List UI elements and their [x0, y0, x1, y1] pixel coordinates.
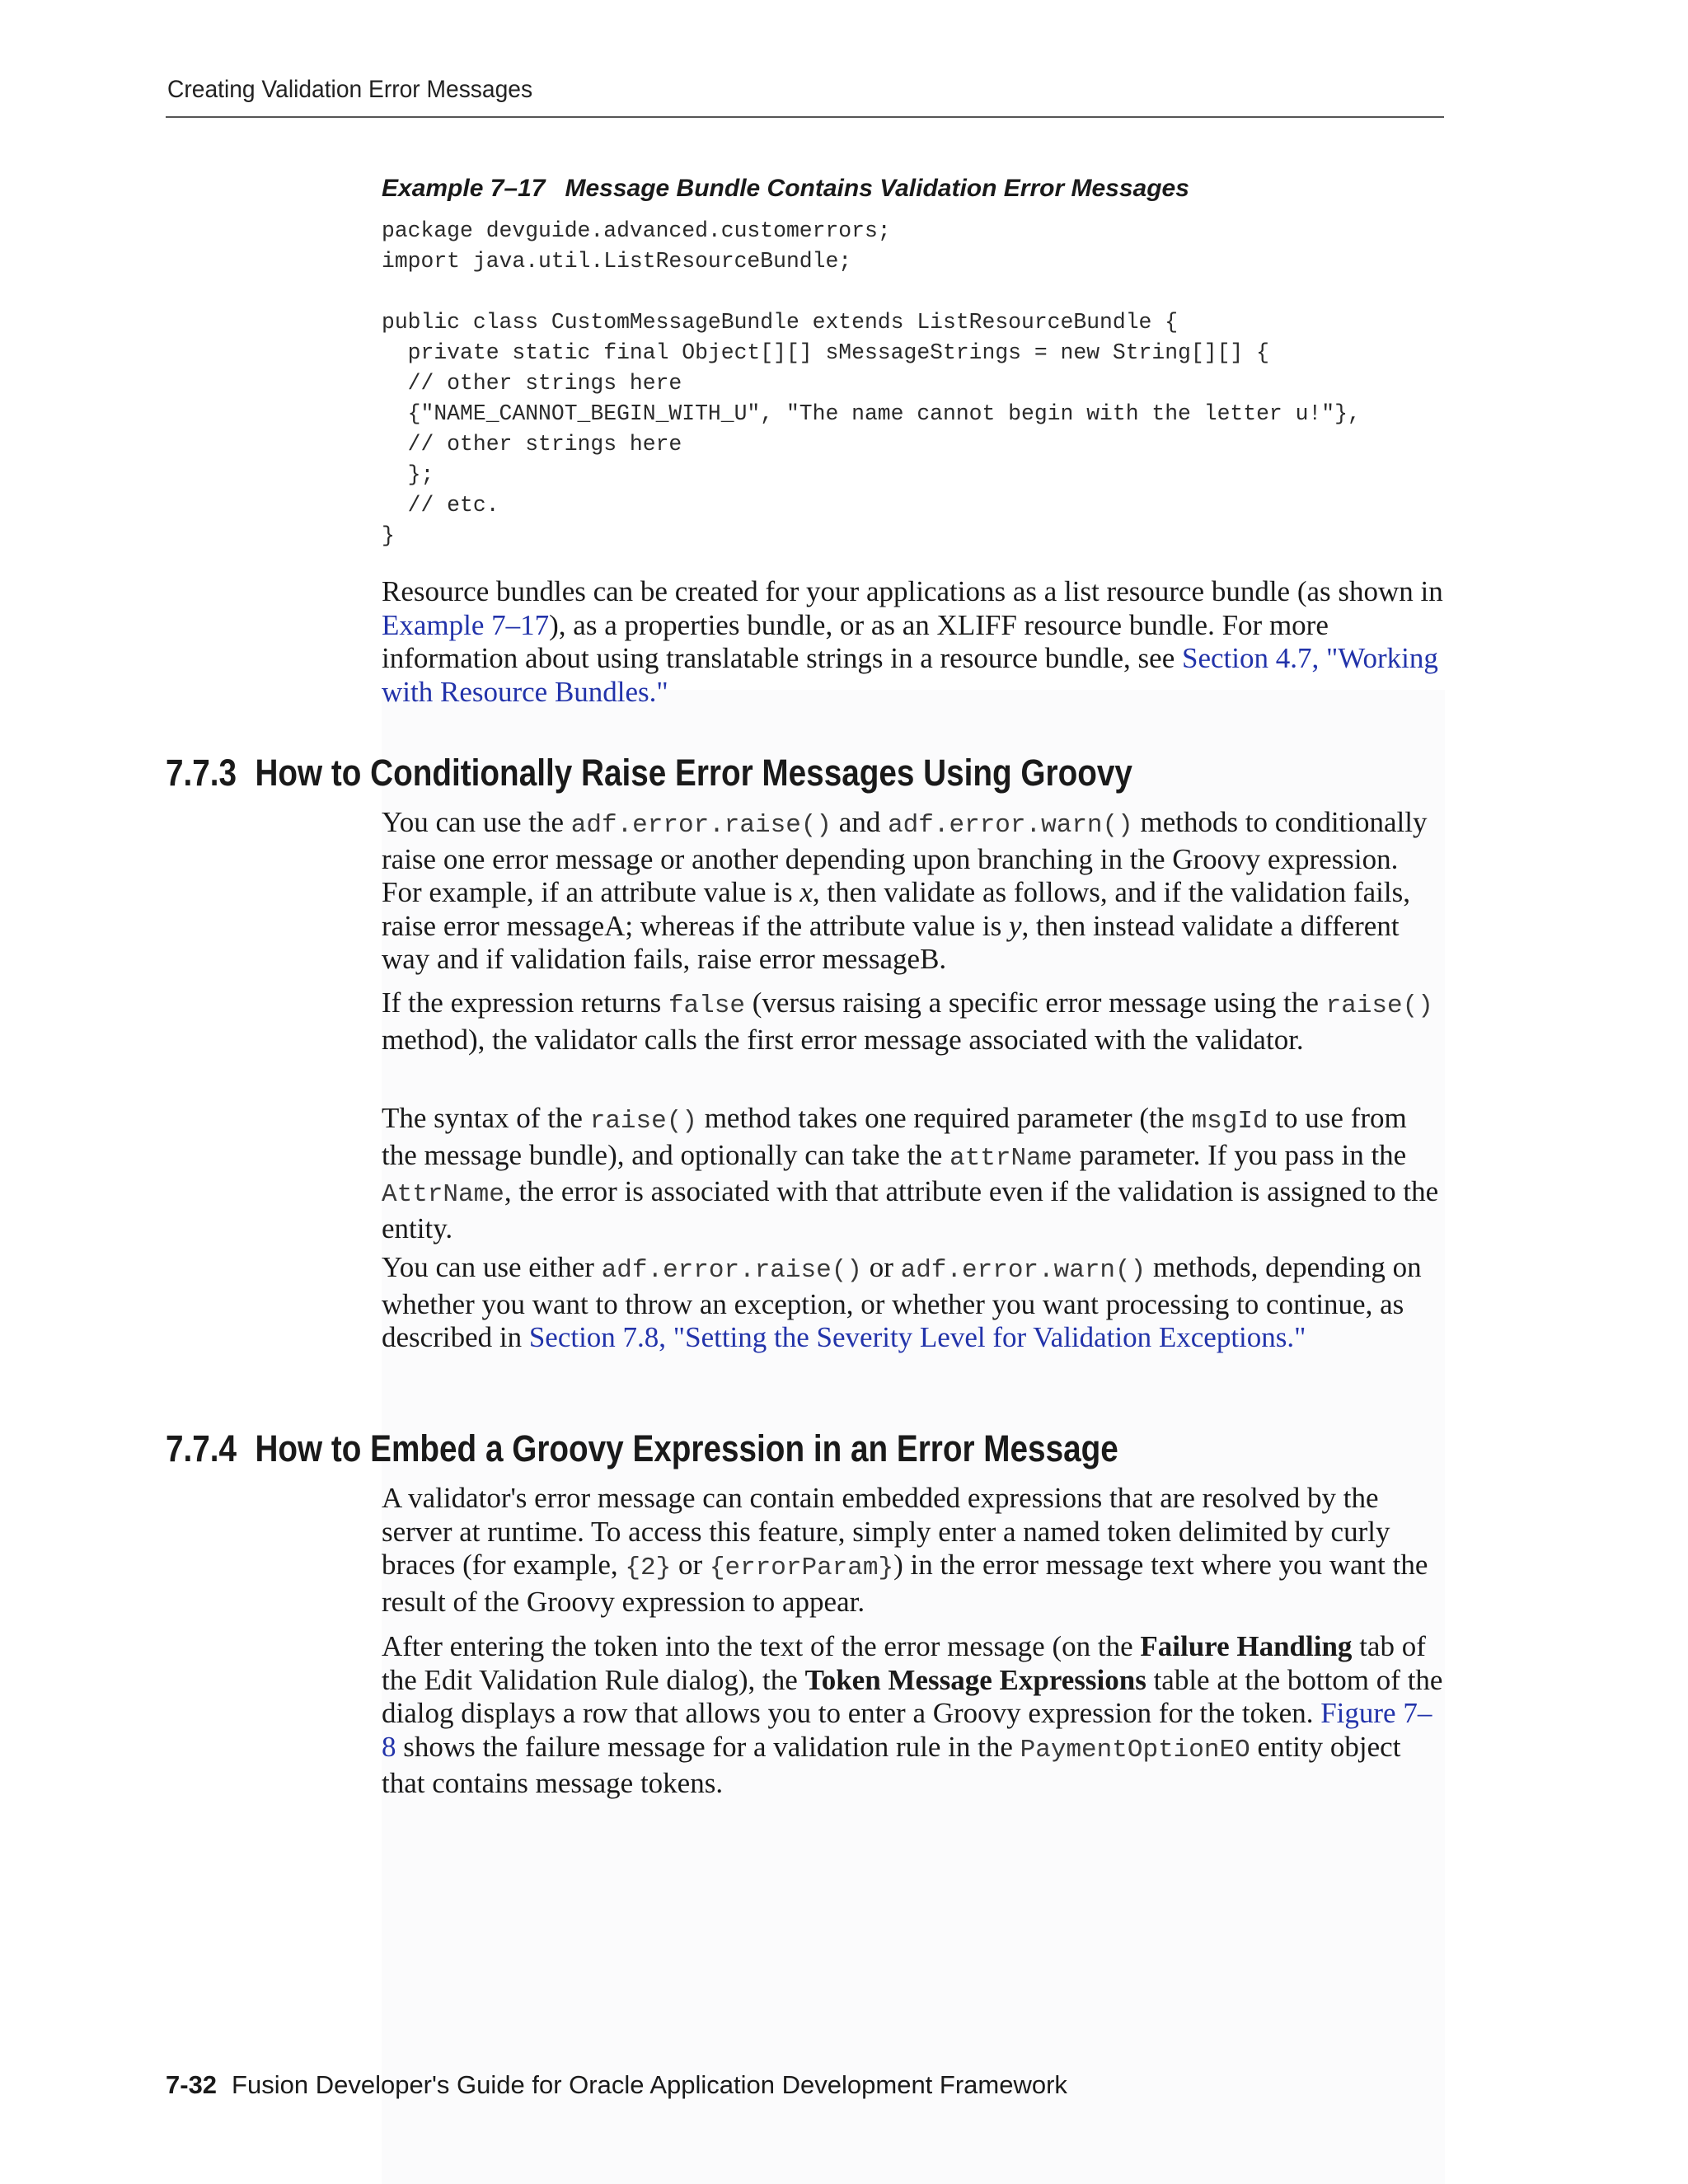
code-term: adf.error.raise() — [570, 811, 832, 840]
running-header: Creating Validation Error Messages — [167, 76, 533, 103]
paragraph-raise-or-warn: You can use either adf.error.raise() or adf.error.warn() methods, depending on whether you want to throw an exception, or whether you want processing to continue, as described in Section 7.8, "Setting the Severity Level for Validation Exceptions." — [382, 1251, 1422, 1353]
code-term: {2} — [625, 1554, 672, 1582]
code-term: adf.error.warn() — [888, 811, 1133, 840]
ui-term: Token Message Expressions — [804, 1663, 1146, 1696]
example-title: Message Bundle Contains Validation Error Messages — [565, 175, 1189, 202]
book-title: Fusion Developer's Guide for Oracle Application Development Framework — [232, 2070, 1067, 2099]
code-term: raise() — [1325, 991, 1433, 1020]
code-term: raise() — [589, 1107, 697, 1136]
page-number: 7-32 — [166, 2070, 218, 2099]
section-link[interactable]: Section 4.7, "Working with Resource Bundles." — [382, 642, 1438, 708]
paragraph-embedded-expressions: A validator's error message can contain embedded expressions that are resolved by the server at runtime. To access this feature, simply enter a named token delimited by curly braces (for example, {2} or {errorParam}) in the error message text where you want the result of the Groovy expression to appear. — [382, 1482, 1428, 1618]
example-link[interactable]: Example 7–17 — [382, 608, 550, 641]
code-term: adf.error.raise() — [601, 1256, 862, 1285]
page-footer — [166, 2070, 1067, 2100]
ui-term: Failure Handling — [1140, 1630, 1353, 1662]
section-title: How to Embed a Groovy Expression in an Error Message — [255, 1427, 1118, 1469]
section-number: 7.7.4 — [166, 1427, 237, 1469]
section-heading-7-7-4 — [166, 1427, 1118, 1470]
code-term: AttrName — [382, 1180, 504, 1209]
section-title: How to Conditionally Raise Error Messages Using Groovy — [255, 752, 1132, 794]
variable-term: y — [1008, 909, 1022, 942]
code-term: attrName — [950, 1143, 1072, 1173]
section-number: 7.7.3 — [166, 752, 237, 794]
section-heading-7-7-3 — [166, 752, 1132, 794]
code-term: adf.error.warn() — [900, 1256, 1146, 1285]
paragraph-token-expressions: After entering the token into the text of the error message (on the Failure Handling tab of the Edit Validation Rule dialog), the Token Message Expressions table at the bottom of the dialog displays a row that allows you to enter a Groovy expression for the token. Figure 7–8 shows the failure message for a validation rule in the PaymentOptionEO entity object that contains message tokens. — [382, 1630, 1443, 1799]
header-divider — [166, 116, 1444, 118]
variable-term: x — [799, 876, 813, 908]
code-term: msgId — [1191, 1107, 1268, 1136]
paragraph-resource-bundles: Resource bundles can be created for your applications as a list resource bundle (as shown in Example 7–17), as a properties bundle, or as an XLIFF resource bundle. For more information about using translatable strings in a resource bundle, see Section 4.7, "Working with Resource Bundles." — [382, 575, 1443, 708]
code-term: false — [668, 991, 745, 1020]
paragraph-expression-returns-false: If the expression returns false (versus raising a specific error message using the raise() method), the validator calls the first error message associated with the validator. — [382, 987, 1433, 1056]
example-label: Example 7–17 — [382, 175, 546, 202]
paragraph-raise-warn: You can use the adf.error.raise() and adf.error.warn() methods to conditionally raise one error message or another depending upon branching in the Groovy expression. For example, if an attribute value is x, then validate as follows, and if the validation fails, raise error messageA; whereas if the attribute value is y, then instead validate a different way and if validation fails, raise error messageB. — [382, 806, 1428, 975]
code-term: {errorParam} — [709, 1554, 894, 1582]
code-listing: package devguide.advanced.customerrors; import java.util.ListResourceBundle; public class CustomMessageBundle extends ListResourceBundle { private static final Object[][] sMessageStrings = new String[][] { // other strings here {"NAME_CANNOT_BEGIN_WITH_U", "The name cannot begin with the letter u!"}, // other strings here }; // etc. } — [382, 218, 1361, 548]
code-term: PaymentOptionEO — [1020, 1735, 1250, 1765]
section-link[interactable]: Section 7.8, "Setting the Severity Level for Validation Exceptions." — [528, 1321, 1306, 1353]
paragraph-raise-syntax: The syntax of the raise() method takes one required parameter (the msgId to use from the message bundle), and optionally can take the attrName parameter. If you pass in the AttrName, the error is associated with that attribute even if the validation is assigned to the entity. — [382, 1102, 1439, 1244]
figure-link[interactable]: Figure 7–8 — [382, 1697, 1432, 1763]
example-caption — [382, 175, 1189, 203]
